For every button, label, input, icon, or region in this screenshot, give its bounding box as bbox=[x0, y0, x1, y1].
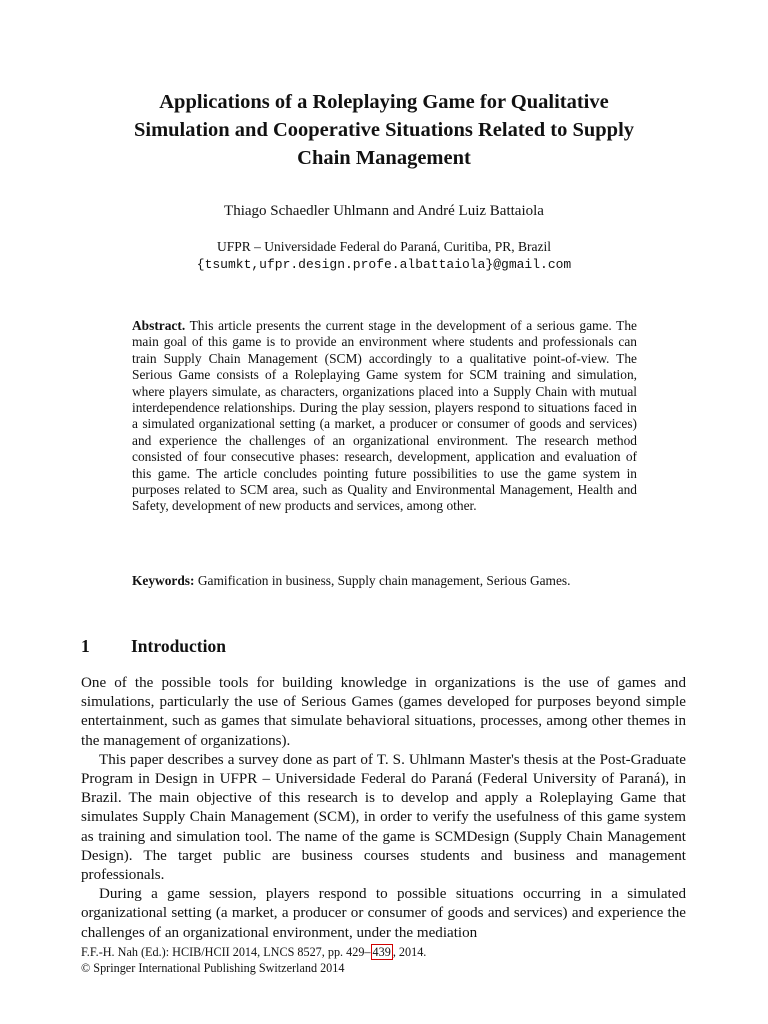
title-line-2: Simulation and Cooperative Situations Related to Supply bbox=[133, 119, 635, 141]
paper-title bbox=[90, 88, 678, 172]
abstract bbox=[132, 318, 637, 515]
copyright: © Springer International Publishing Switzerland 2014 bbox=[81, 961, 345, 975]
section-heading bbox=[81, 636, 481, 657]
authors: Thiago Schaedler Uhlmann and André Luiz Battaiola bbox=[224, 203, 544, 219]
body-text bbox=[81, 674, 686, 943]
affiliation-block bbox=[0, 238, 768, 274]
section-title: Introduction bbox=[131, 636, 226, 656]
citation-suffix: , 2014. bbox=[392, 945, 427, 959]
email: {tsumkt,ufpr.design.profe.albattaiola}@gmail.com bbox=[196, 257, 572, 272]
paragraph-1: One of the possible tools for building knowledge in organizations is the use of games and simulations, particularly the use of Serious Games (games developed for purposes beyond simple entertainment, such as games that simulate behavioral situations, processes, among other themes in the management of organizations). bbox=[81, 675, 686, 749]
title-line-1: Applications of a Roleplaying Game for Qualitative bbox=[159, 91, 609, 113]
paragraph-2: This paper describes a survey done as part of T. S. Uhlmann Master's thesis at the Post-Graduate Program in Design in UFPR – Universidade Federal do Paraná (Federal University of Paraná), in Brazil. The main objective of this research is to develop and apply a Roleplaying Game that simulates Supply Chain Management (SCM), in order to verify the usefulness of this game system as training and simulation tool. The name of the game is SCMDesign (Supply Chain Management Design). The target public are business courses students and business and management professionals. bbox=[81, 751, 686, 884]
affiliation: UFPR – Universidade Federal do Paraná, Curitiba, PR, Brazil bbox=[216, 239, 552, 254]
abstract-label: Abstract. bbox=[132, 318, 186, 333]
section-number: 1 bbox=[81, 636, 90, 656]
keywords-label: Keywords: bbox=[132, 573, 195, 588]
keywords bbox=[132, 572, 637, 589]
citation bbox=[81, 944, 686, 960]
abstract-text: This article presents the current stage in the development of a serious game. The main goal of this game is to provide an environment where students and professionals can train Supply Chain Management (SCM) accordingly to a qualitative point-of-view. The Serious Game consists of a Roleplaying Game system for SCM training and simulation, where players simulate, as characters, organizations placed into a Supply Chain with mutual interdependence relationships. During the play session, players respond to situations faced in a simulated organizational setting (a market, a producer or consumer of goods and services) and experience the challenges of an organizational environment. The research method consisted of four consecutive phases: research, development, application and evaluation of this game. The article concludes pointing future possibilities to use the game system in purposes related to SCM area, such as Quality and Environmental Management, Health and Safety, development of new products and services, among other. bbox=[132, 318, 637, 514]
last-page-link[interactable]: 439 bbox=[372, 945, 391, 959]
title-line-3: Chain Management bbox=[297, 147, 471, 169]
keywords-text: Gamification in business, Supply chain management, Serious Games. bbox=[197, 573, 571, 588]
footer bbox=[81, 944, 686, 976]
paragraph-3: During a game session, players respond to possible situations occurring in a simulated organizational setting (a market, a producer or consumer of goods and services) and experience the challenges of an organizational environment, under the mediation bbox=[81, 886, 686, 941]
citation-prefix: F.F.-H. Nah (Ed.): HCIB/HCII 2014, LNCS 8527, pp. 429– bbox=[81, 945, 371, 959]
